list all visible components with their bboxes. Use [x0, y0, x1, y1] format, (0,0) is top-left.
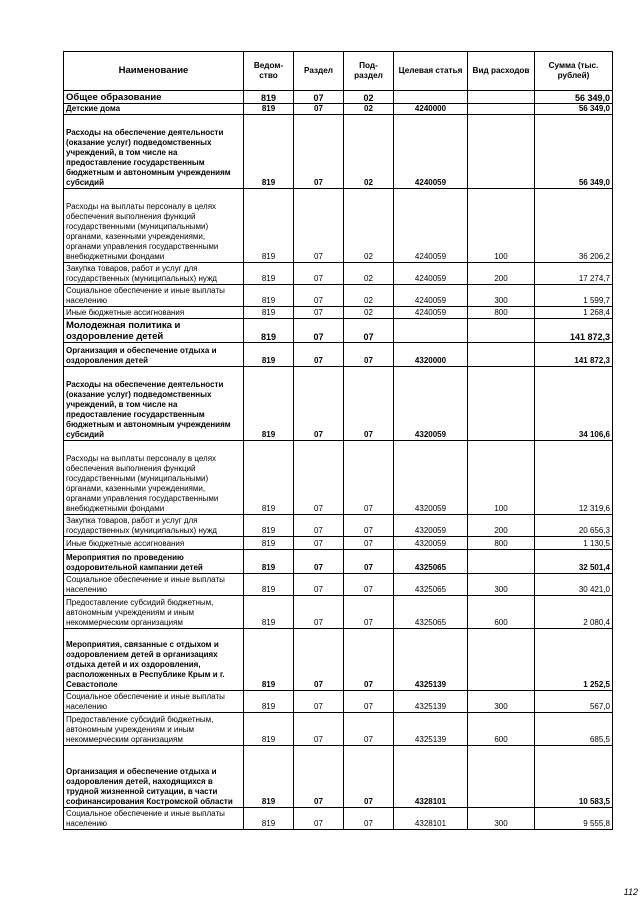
table-header-row: [64, 52, 613, 91]
cell-name: Социальное обеспечение и иные выплаты населению: [64, 574, 244, 596]
cell-name: Расходы на обеспечение деятельности (оказание услуг) подведомственных учреждений, в том числе на предоставление государственным бюджетным и автономным учреждениям субсидий: [64, 367, 244, 441]
cell-dept: 819: [244, 746, 294, 808]
table-row: [64, 91, 613, 104]
cell-sum: 1 252,5: [535, 629, 613, 691]
cell-sec: 07: [294, 629, 344, 691]
cell-type: 300: [468, 285, 535, 307]
header-type: Вид расходов: [468, 52, 535, 91]
cell-dept: 819: [244, 441, 294, 515]
cell-type: 100: [468, 189, 535, 263]
cell-sec: 07: [294, 189, 344, 263]
cell-name: Мероприятия по проведению оздоровительной кампании детей: [64, 550, 244, 574]
header-target: Целевая статья: [394, 52, 468, 91]
cell-sum: 2 080,4: [535, 596, 613, 629]
cell-sub: 02: [344, 189, 394, 263]
cell-sec: 07: [294, 343, 344, 367]
cell-type: 100: [468, 441, 535, 515]
cell-sec: 07: [294, 104, 344, 115]
cell-sub: 07: [344, 713, 394, 746]
cell-target: 4325139: [394, 713, 468, 746]
cell-sec: 07: [294, 319, 344, 343]
cell-sec: 07: [294, 263, 344, 285]
cell-name: Закупка товаров, работ и услуг для государственных (муниципальных) нужд: [64, 263, 244, 285]
cell-sec: 07: [294, 307, 344, 319]
cell-dept: 819: [244, 629, 294, 691]
cell-sum: 32 501,4: [535, 550, 613, 574]
cell-sum: 34 106,6: [535, 367, 613, 441]
cell-sec: 07: [294, 537, 344, 550]
cell-type: [468, 115, 535, 189]
cell-name: Закупка товаров, работ и услуг для государственных (муниципальных) нужд: [64, 515, 244, 537]
cell-target: 4325139: [394, 629, 468, 691]
cell-sum: 1 268,4: [535, 307, 613, 319]
cell-sec: 07: [294, 691, 344, 713]
table-row: [64, 115, 613, 189]
cell-sum: 20 656,3: [535, 515, 613, 537]
cell-sec: 07: [294, 746, 344, 808]
cell-name: Социальное обеспечение и иные выплаты населению: [64, 691, 244, 713]
cell-sub: 07: [344, 441, 394, 515]
cell-name: Организация и обеспечение отдыха и оздоровления детей: [64, 343, 244, 367]
cell-type: 200: [468, 515, 535, 537]
table-row: [64, 746, 613, 808]
cell-sum: 141 872,3: [535, 319, 613, 343]
table-row: [64, 319, 613, 343]
cell-type: [468, 319, 535, 343]
cell-name: Детские дома: [64, 104, 244, 115]
cell-sum: 30 421,0: [535, 574, 613, 596]
cell-target: 4325065: [394, 596, 468, 629]
table-row: [64, 808, 613, 830]
cell-name: Иные бюджетные ассигнования: [64, 537, 244, 550]
cell-sub: 02: [344, 91, 394, 104]
cell-sub: 07: [344, 574, 394, 596]
cell-target: 4240059: [394, 285, 468, 307]
cell-dept: 819: [244, 537, 294, 550]
cell-sum: 56 349,0: [535, 104, 613, 115]
cell-type: 600: [468, 596, 535, 629]
cell-sec: 07: [294, 367, 344, 441]
cell-type: [468, 91, 535, 104]
header-name: Наименование: [64, 52, 244, 91]
cell-name: Общее образование: [64, 91, 244, 104]
cell-sum: 1 130,5: [535, 537, 613, 550]
cell-dept: 819: [244, 713, 294, 746]
cell-dept: 819: [244, 91, 294, 104]
cell-dept: 819: [244, 808, 294, 830]
cell-target: 4325139: [394, 691, 468, 713]
cell-dept: 819: [244, 691, 294, 713]
cell-dept: 819: [244, 343, 294, 367]
cell-dept: 819: [244, 319, 294, 343]
cell-sec: 07: [294, 808, 344, 830]
cell-type: 200: [468, 263, 535, 285]
table-row: [64, 263, 613, 285]
table-row: [64, 550, 613, 574]
cell-sum: 1 599,7: [535, 285, 613, 307]
cell-type: [468, 550, 535, 574]
cell-dept: 819: [244, 115, 294, 189]
cell-sub: 07: [344, 537, 394, 550]
cell-target: 4240059: [394, 307, 468, 319]
table-row: [64, 307, 613, 319]
cell-sum: 685,5: [535, 713, 613, 746]
cell-target: 4328101: [394, 746, 468, 808]
cell-sec: 07: [294, 441, 344, 515]
table-row: [64, 574, 613, 596]
cell-sec: 07: [294, 115, 344, 189]
cell-type: [468, 629, 535, 691]
header-subsection: Под-раздел: [344, 52, 394, 91]
table-row: [64, 537, 613, 550]
cell-dept: 819: [244, 515, 294, 537]
header-sum: Сумма (тыс. рублей): [535, 52, 613, 91]
table-row: [64, 343, 613, 367]
cell-sum: 141 872,3: [535, 343, 613, 367]
cell-name: Предоставление субсидий бюджетным, автономным учреждениям и иным некоммерческим организациям: [64, 713, 244, 746]
table-row: [64, 691, 613, 713]
cell-sum: 567,0: [535, 691, 613, 713]
cell-name: Мероприятия, связанные с отдыхом и оздоровлением детей в организациях отдыха детей и их оздоровления, расположенных в Республике Крым и г. Севастополе: [64, 629, 244, 691]
cell-type: [468, 343, 535, 367]
table-row: [64, 367, 613, 441]
cell-sub: 07: [344, 367, 394, 441]
cell-name: Предоставление субсидий бюджетным, автономным учреждениям и иным некоммерческим организациям: [64, 596, 244, 629]
cell-sum: 56 349,0: [535, 91, 613, 104]
cell-sub: 07: [344, 691, 394, 713]
cell-sum: 56 349,0: [535, 115, 613, 189]
cell-sec: 07: [294, 550, 344, 574]
cell-target: 4320000: [394, 343, 468, 367]
table-row: [64, 629, 613, 691]
cell-dept: 819: [244, 550, 294, 574]
cell-target: 4320059: [394, 367, 468, 441]
cell-sub: 07: [344, 629, 394, 691]
cell-target: 4325065: [394, 550, 468, 574]
cell-sec: 07: [294, 515, 344, 537]
cell-target: 4240059: [394, 189, 468, 263]
cell-target: 4240059: [394, 115, 468, 189]
cell-target: 4320059: [394, 537, 468, 550]
cell-dept: 819: [244, 574, 294, 596]
cell-type: [468, 104, 535, 115]
cell-sub: 02: [344, 263, 394, 285]
cell-sub: 02: [344, 307, 394, 319]
cell-sub: 02: [344, 285, 394, 307]
table-row: [64, 596, 613, 629]
cell-sub: 07: [344, 596, 394, 629]
table-row: [64, 189, 613, 263]
cell-name: Организация и обеспечение отдыха и оздоровления детей, находящихся в трудной жизненной ситуации, в части софинансирования Костромской области: [64, 746, 244, 808]
cell-name: Молодежная политика и оздоровление детей: [64, 319, 244, 343]
table-row: [64, 713, 613, 746]
cell-type: 300: [468, 691, 535, 713]
cell-sec: 07: [294, 285, 344, 307]
cell-target: [394, 319, 468, 343]
cell-target: 4320059: [394, 441, 468, 515]
cell-target: 4328101: [394, 808, 468, 830]
cell-target: 4240000: [394, 104, 468, 115]
header-dept: Ведом-ство: [244, 52, 294, 91]
cell-sub: 07: [344, 746, 394, 808]
cell-dept: 819: [244, 307, 294, 319]
table-row: [64, 104, 613, 115]
cell-type: 800: [468, 307, 535, 319]
cell-target: 4325065: [394, 574, 468, 596]
cell-name: Расходы на выплаты персоналу в целях обеспечения выполнения функций государственными (муниципальными) органами, казенными учреждениями, органами управления государственными внебюджетными фондами: [64, 189, 244, 263]
cell-sec: 07: [294, 713, 344, 746]
cell-sec: 07: [294, 91, 344, 104]
cell-type: 300: [468, 808, 535, 830]
cell-dept: 819: [244, 367, 294, 441]
cell-dept: 819: [244, 263, 294, 285]
cell-sec: 07: [294, 574, 344, 596]
cell-sub: 07: [344, 808, 394, 830]
cell-target: 4240059: [394, 263, 468, 285]
cell-sum: 10 583,5: [535, 746, 613, 808]
cell-sub: 07: [344, 515, 394, 537]
cell-name: Иные бюджетные ассигнования: [64, 307, 244, 319]
table-row: [64, 515, 613, 537]
cell-target: 4320059: [394, 515, 468, 537]
cell-sub: 02: [344, 115, 394, 189]
cell-sub: 02: [344, 104, 394, 115]
cell-sec: 07: [294, 596, 344, 629]
cell-sub: 07: [344, 550, 394, 574]
cell-dept: 819: [244, 285, 294, 307]
table-row: [64, 441, 613, 515]
cell-sub: 07: [344, 319, 394, 343]
cell-sum: 12 319,6: [535, 441, 613, 515]
header-section: Раздел: [294, 52, 344, 91]
cell-name: Социальное обеспечение и иные выплаты населению: [64, 808, 244, 830]
cell-dept: 819: [244, 596, 294, 629]
cell-target: [394, 91, 468, 104]
cell-dept: 819: [244, 104, 294, 115]
cell-name: Социальное обеспечение и иные выплаты населению: [64, 285, 244, 307]
cell-dept: 819: [244, 189, 294, 263]
table-row: [64, 285, 613, 307]
cell-sum: 17 274,7: [535, 263, 613, 285]
budget-table: [63, 51, 613, 830]
cell-name: Расходы на выплаты персоналу в целях обеспечения выполнения функций государственными (муниципальными) органами, казенными учреждениями, органами управления государственными внебюджетными фондами: [64, 441, 244, 515]
cell-type: [468, 367, 535, 441]
cell-type: 600: [468, 713, 535, 746]
page-number: 112: [623, 887, 638, 897]
cell-sub: 07: [344, 343, 394, 367]
cell-type: [468, 746, 535, 808]
cell-sum: 36 206,2: [535, 189, 613, 263]
cell-type: 300: [468, 574, 535, 596]
cell-name: Расходы на обеспечение деятельности (оказание услуг) подведомственных учреждений, в том числе на предоставление государственным бюджетным и автономным учреждениям субсидий: [64, 115, 244, 189]
cell-type: 800: [468, 537, 535, 550]
cell-sum: 9 555,8: [535, 808, 613, 830]
